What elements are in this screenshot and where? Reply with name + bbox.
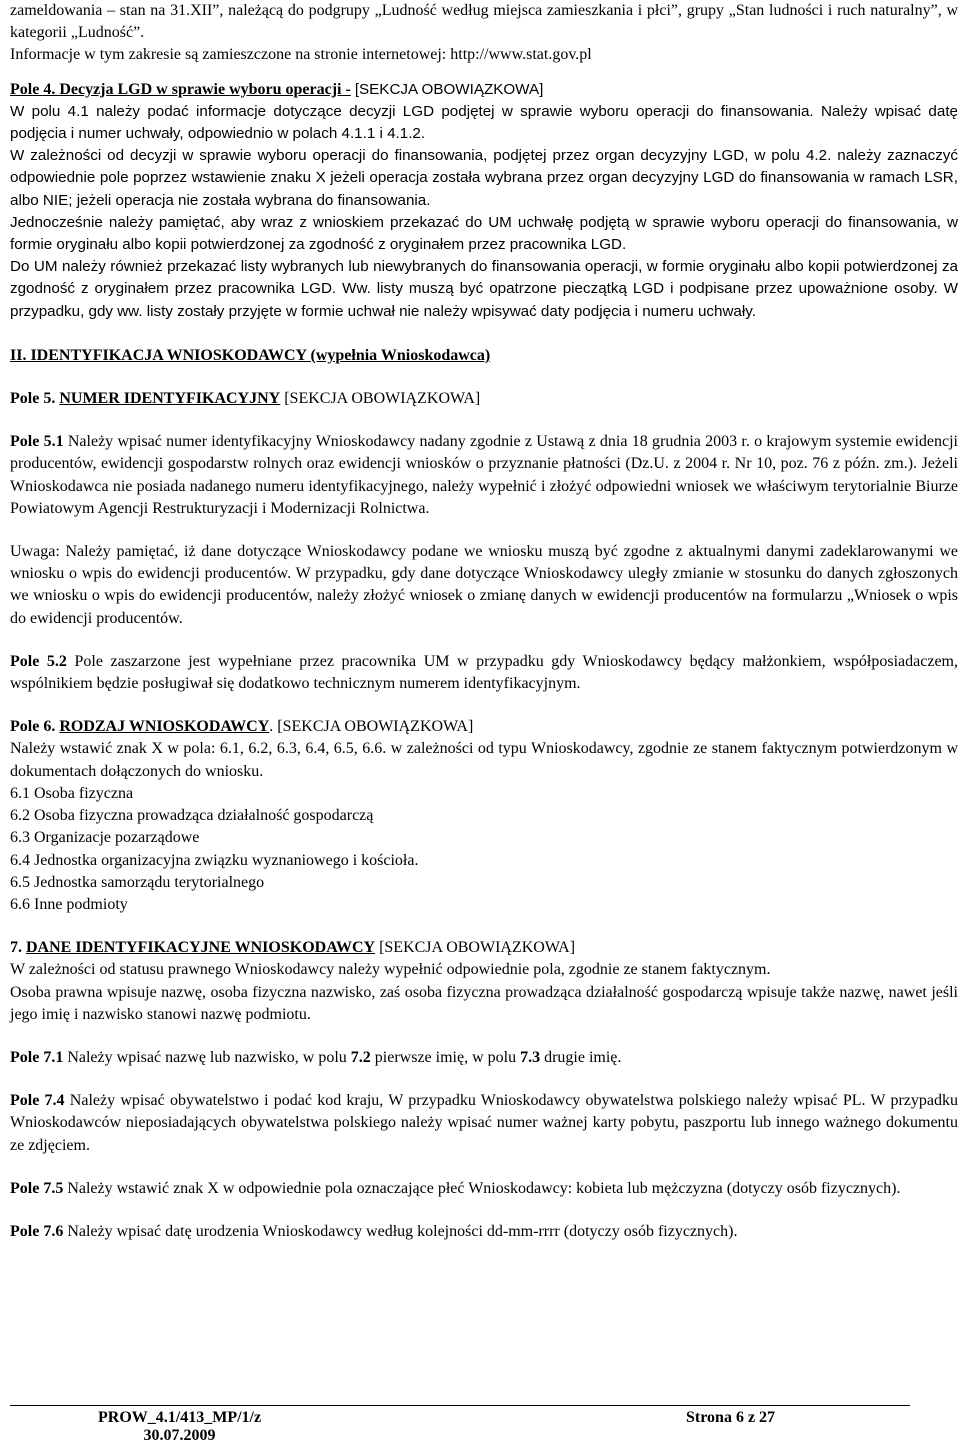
section-2-heading [10,345,958,367]
pole74-paragraph [10,1090,958,1157]
section-2-title: II. IDENTYFIKACJA WNIOSKODAWCY (wypełnia Wnioskodawca) [10,346,491,364]
pole71-text-c: drugie imię. [544,1048,622,1066]
pole6-item: 6.1 Osoba fizyczna [10,784,134,802]
pole76-text: Należy wpisać datę urodzenia Wnioskodawcy według kolejności dd-mm-rrrr (dotyczy osób fizycznych). [67,1222,738,1240]
page-footer [10,1399,910,1444]
pole6-tag: . [SEKCJA OBOWIĄZKOWA] [269,718,474,736]
pole7-paragraph-2: Osoba prawna wpisuje nazwę, osoba fizyczna nazwisko, zaś osoba fizyczna prowadząca działalność gospodarczą wpisuje także nazwę, nawet jeśli jego imię i nazwisko stanowi nazwę podmiotu. [10,983,958,1023]
pole6-label: Pole 6. [10,718,56,736]
pole71-paragraph [10,1047,958,1069]
footer-code: PROW_4.1/413_MP/1/z [98,1409,262,1426]
pole75-text: Należy wstawić znak X w odpowiednie pola oznaczające płeć Wnioskodawcy: kobieta lub mężczyzna (dotyczy osób fizycznych). [67,1179,901,1197]
pole75-label: Pole 7.5 [10,1179,64,1197]
pole74-text: Należy wpisać obywatelstwo i podać kod kraju, W przypadku Wnioskodawcy obywatelstwa polskiego należy wpisać PL. W przypadku Wnioskodawców nieposiadających obywatelstwa polskiego należy wpisać numer ważnej karty pobytu, paszportu lub innego ważnego dokumentu ze zdjęciem. [10,1092,959,1154]
pole5-label: Pole 5. [10,390,56,408]
pole6-intro: Należy wstawić znak X w pola: 6.1, 6.2, 6.3, 6.4, 6.5, 6.6. w zależności od typu Wnioskodawcy, zgodnie ze stanem faktycznym potwierdzonym w dokumentach dołączonych do wniosku. [10,740,958,780]
pole52-text: Pole zaszarzone jest wypełniane przez pracownika UM w przypadku gdy Wnioskodawcy będący małżonkiem, współposiadaczem, wspólnikiem będzie posługiwał się dodatkowo technicznym numerem identyfikacyjnym. [10,652,959,693]
pole7-heading [10,937,958,959]
pole7-label: 7. [10,939,22,957]
pole4-paragraph-1: W polu 4.1 należy podać informacje dotyczące decyzji LGD podjętej w sprawie wyboru operacji do finansowania. Należy wpisać datę podjęcia i numer uchwały, odpowiednio w polach 4.1.1 i 4.1.2. [10,102,958,143]
footer-document-info [98,1409,261,1445]
pole71-ref-a: 7.2 [350,1048,371,1066]
pole4-paragraph-4: Do UM należy również przekazać listy wybranych lub niewybranych do finansowania operacji, w formie oryginału albo kopii potwierdzonej za zgodność z oryginałem przez pracownika LGD. Ww. listy muszą być opatrzone pieczątką LGD i podpisane przez upoważnione osoby. W przypadku, gdy ww. listy zostały przyjęte w formie uchwał nie należy wpisywać daty podjęcia i numeru uchwały. [10,258,958,320]
pole74-label: Pole 7.4 [10,1092,65,1110]
pole51-label: Pole 5.1 [10,433,64,451]
pole51-paragraph [10,431,958,520]
footer-page-number: Strona 6 z 27 [686,1409,776,1426]
pole4-tag: [SEKCJA OBOWIĄZKOWA] [354,80,544,98]
uwaga-paragraph: Uwaga: Należy pamiętać, iż dane dotyczące Wnioskodawcy podane we wniosku muszą być zgodne z aktualnymi danymi zadeklarowanymi we wniosku o wpis do ewidencji producentów. W przypadku, gdy dane dotyczące Wnioskodawcy uległy zmianie w stosunku do danych zgłoszonych we wniosku o wpis do ewidencji producentów, należy złożyć wniosek o zmianę danych w ewidencji producentów na formularzu „Wniosek o wpis do ewidencji producentów. [10,543,958,627]
pole6-item: 6.5 Jednostka samorządu terytorialnego [10,873,265,891]
pole7-title: DANE IDENTYFIKACYJNE WNIOSKODAWCY [26,939,376,957]
pole71-label: Pole 7.1 [10,1048,64,1066]
pole5-tag: [SEKCJA OBOWIĄZKOWA] [284,390,481,408]
footer-divider [10,1405,910,1406]
pole75-paragraph [10,1178,958,1200]
pole4-title: Pole 4. Decyzja LGD w sprawie wyboru operacji - [10,80,351,98]
pole76-label: Pole 7.6 [10,1222,64,1240]
pole4-paragraph-2: W zależności od decyzji w sprawie wyboru operacji do finansowania, podjętej przez organ decyzyjny LGD, w polu 4.2. należy zaznaczyć odpowiednie pole poprzez wstawienie znaku X jeżeli operacja została wybrana przez organ decyzyjny LGD do finansowania w ramach LSR, albo NIE; jeżeli operacja nie została wybrana do finansowania. [10,147,958,209]
pole5-heading [10,388,958,410]
pole52-paragraph [10,651,958,695]
pole51-text: Należy wpisać numer identyfikacyjny Wnioskodawcy nadany zgodnie z Ustawą z dnia 18 grudnia 2003 r. o krajowym systemie ewidencji producentów, ewidencji gospodarstw rolnych oraz ewidencji wniosków o przyznanie płatności (Dz.U. z 2004 r. Nr 10, poz. 76 z późn. zm.). Jeżeli Wnioskodawca nie posiada nadanego numeru identyfikacyjnego, należy wypełnić i złożyć odpowiedni wniosek we właściwym terytorialnie Biurze Powiatowym Agencji Restrukturyzacji i Modernizacji Rolnictwa. [10,433,959,517]
pole6-item: 6.3 Organizacje pozarządowe [10,829,200,847]
pole6-item: 6.4 Jednostka organizacyjna związku wyznaniowego i kościoła. [10,851,419,869]
pole7-paragraph-1: W zależności od statusu prawnego Wnioskodawcy należy wypełnić odpowiednie pola, zgodnie ze stanem faktycznym. [10,961,771,979]
pole52-label: Pole 5.2 [10,652,67,670]
paragraph-top-1: zameldowania – stan na 31.XII”, należącą do podgrupy „Ludność według miejsca zamieszkania i płci”, grupy „Stan ludności i ruch naturalny”, w kategorii „Ludność”. [10,2,958,42]
pole6-item: 6.6 Inne podmioty [10,895,128,913]
document-body [10,0,958,1243]
pole5-title: NUMER IDENTYFIKACYJNY [59,390,281,408]
pole71-text-a: Należy wpisać nazwę lub nazwisko, w polu [67,1048,347,1066]
paragraph-top-2: Informacje w tym zakresie są zamieszczone na stronie internetowej: http://www.stat.gov.pl [10,46,592,64]
pole76-paragraph [10,1221,958,1243]
pole4-paragraph-3: Jednocześnie należy pamiętać, aby wraz z wnioskiem przekazać do UM uchwałę podjętą w sprawie wyboru operacji do finansowania, w formie oryginału albo kopii potwierdzonej za zgodność z oryginałem przez pracownika LGD. [10,213,958,254]
pole6-item: 6.2 Osoba fizyczna prowadząca działalność gospodarczą [10,807,374,825]
footer-date: 30.07.2009 [143,1427,216,1444]
pole71-ref-b: 7.3 [520,1048,541,1066]
pole7-tag: [SEKCJA OBOWIĄZKOWA] [379,939,576,957]
pole71-text-b: pierwsze imię, w polu [374,1048,517,1066]
pole4-heading [10,79,958,101]
pole6-title: RODZAJ WNIOSKODAWCY [59,718,270,736]
pole6-heading [10,716,958,738]
